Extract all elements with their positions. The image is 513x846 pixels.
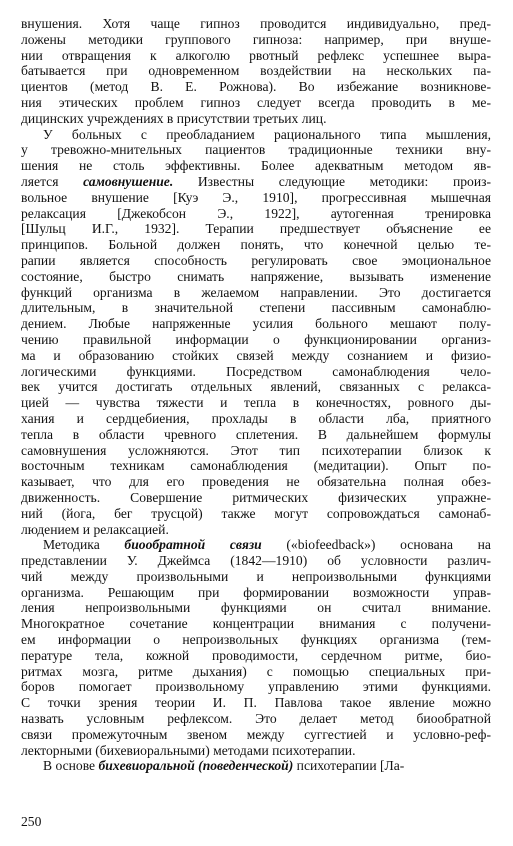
text-run: век учится достигать отдельных явлений, связанных с релакса- — [21, 379, 491, 395]
text-line — [21, 490, 491, 506]
text-line — [21, 285, 491, 301]
text-line — [21, 16, 491, 32]
text-line — [21, 269, 491, 285]
text-run: цией — чувства тяжести и тепла в конечностях, ровного ды- — [21, 395, 491, 411]
text-line — [21, 79, 491, 95]
text-run: ма и образованию стойких связей между сознанием и физио- — [21, 347, 491, 363]
text-run: пературе тела, кожной проводимости, сердечном ритме, био- — [21, 647, 491, 663]
emphasized-term: самовнушение. — [83, 173, 174, 189]
text-line — [21, 585, 491, 601]
text-line — [21, 48, 491, 64]
text-run: рапии является способность регулировать свое эмоциональное — [21, 252, 491, 268]
text-run: логическими функциями. Посредством самонаблюдения чело- — [21, 363, 491, 379]
text-line — [21, 158, 491, 174]
text-run: связи промежуточным звеном между суггестией и условно-реф- — [21, 726, 491, 742]
text-line — [21, 569, 491, 585]
text-line — [21, 411, 491, 427]
text-run: длительным, в значительной степени пассивным самонаблю- — [21, 300, 491, 316]
text-line — [21, 616, 491, 632]
text-line — [21, 553, 491, 569]
text-line — [21, 648, 491, 664]
text-line — [21, 253, 491, 269]
text-run: чий между произвольными и непроизвольными функциями — [21, 568, 491, 584]
text-line — [21, 32, 491, 48]
text-run: чению правильной информации о функционировании организ- — [21, 331, 491, 347]
text-line — [21, 332, 491, 348]
text-line — [21, 190, 491, 206]
text-line — [21, 758, 491, 774]
text-line — [21, 316, 491, 332]
text-line — [21, 174, 491, 190]
text-line — [21, 364, 491, 380]
text-line — [21, 95, 491, 111]
text-line — [21, 664, 491, 680]
text-run: циентов (метод В. Е. Рожнова). Во избежание возникнове- — [21, 79, 491, 95]
text-run: ния этических проблем гипноз следует всегда проводить в ме- — [21, 94, 491, 110]
text-run: релаксация [Джекобсон Э., 1922], аутогенная тренировка — [21, 205, 491, 221]
text-run: принципов. Больной должен понять, что конечной целью те- — [21, 237, 491, 253]
text-run: казывает, что для его проведения не обязательна полная обез- — [21, 474, 491, 490]
text-run: функций организма в желаемом направлении. Это достигается — [21, 284, 491, 300]
text-run: тепла в области чревного сплетения. В дальнейшем формулы — [21, 426, 491, 442]
text-line — [21, 679, 491, 695]
text-line — [21, 727, 491, 743]
text-line — [21, 506, 491, 522]
text-run: внушения. Хотя чаще гипноз проводится индивидуально, пред- — [21, 16, 491, 31]
text-run: лекторными (бихевиоральными) методами психотерапии. — [21, 742, 356, 758]
text-run: у тревожно-мнительных пациентов традиционные техники вну- — [21, 142, 491, 158]
text-line — [21, 522, 491, 538]
text-run: восточным техникам самонаблюдения (медитации). Опыт по- — [21, 458, 491, 474]
text-run: У больных с преобладанием рационального типа мышления, — [43, 126, 491, 142]
text-run: ритмах мозга, ритме дыхания) с помощью специальных при- — [21, 663, 491, 679]
text-line — [21, 395, 491, 411]
text-run: дицинских учреждениях в присутствии третьих лиц. — [21, 110, 327, 126]
text-line — [21, 221, 491, 237]
text-line — [21, 427, 491, 443]
text-run: В основе — [43, 758, 99, 774]
text-run: назвать условным рефлексом. Это делает метод биообратной — [21, 711, 491, 727]
text-line — [21, 743, 491, 759]
text-run: шения не столь эффективны. Более адекватным методом яв- — [21, 158, 491, 174]
text-run: боров помогает произвольному управлению этими функциями. — [21, 679, 491, 695]
text-line — [21, 348, 491, 364]
text-run: ем информации о непроизвольных функциях организма (тем- — [21, 632, 491, 648]
text-line — [21, 443, 491, 459]
text-run: людением и релаксацией. — [21, 521, 169, 537]
emphasized-term: биообратной связи — [124, 537, 262, 553]
text-line — [21, 695, 491, 711]
page-number: 250 — [21, 814, 42, 829]
text-line — [21, 142, 491, 158]
text-line — [21, 111, 491, 127]
text-line — [21, 600, 491, 616]
text-line — [21, 474, 491, 490]
text-run: ложены методики группового гипноза: например, при внуше- — [21, 31, 491, 47]
text-run: ления непроизвольными функциями он считал внимание. — [21, 600, 491, 616]
text-run: представлении У. Джеймса (1842—1910) об условности различ- — [21, 553, 491, 569]
text-line — [21, 63, 491, 79]
text-run: батывается при одновременном воздействии на нескольких па- — [21, 63, 491, 79]
text-run: Методика — [43, 537, 125, 553]
text-line — [21, 379, 491, 395]
text-line — [21, 537, 491, 553]
text-run: ляется — [21, 173, 84, 189]
text-run: ний (йога, бег трусцой) также могут сопровождаться самонаб- — [21, 505, 491, 521]
body-text — [21, 16, 491, 774]
text-run: психотерапии [Ла- — [293, 758, 405, 774]
text-run: состояние, быстро снимать напряжение, вызывать изменение — [21, 268, 491, 284]
text-run: («biofeedback») основана на — [261, 537, 491, 553]
text-line — [21, 127, 491, 143]
text-run: нии отвращения к алкоголю рвотный рефлекс успешнее выра- — [21, 47, 491, 63]
text-line — [21, 206, 491, 222]
text-run: самовнушения усложняются. Этот тип психотерапии близок к — [21, 442, 491, 458]
text-run: организма. Решающим при формировании возможности управ- — [21, 584, 491, 600]
text-run: [Шульц И.Г., 1932]. Терапии предшествует объяснение ее — [21, 221, 491, 237]
emphasized-term: бихевиоральной (поведенческой) — [98, 758, 294, 774]
text-run: Известны следующие методики: произ- — [173, 173, 491, 189]
text-line — [21, 632, 491, 648]
text-run: вольное внушение [Куэ Э., 1910], прогрессивная мышечная — [21, 189, 491, 205]
text-run: движенность. Совершение ритмических физических упражне- — [21, 489, 491, 505]
text-line — [21, 458, 491, 474]
text-line — [21, 711, 491, 727]
text-run: Многократное сочетание концентрации внимания с получени- — [21, 616, 491, 632]
text-line — [21, 237, 491, 253]
text-run: С точки зрения теории И. П. Павлова такое явление можно — [21, 695, 491, 711]
text-run: хания и сердцебиения, прохлады в области лба, приятного — [21, 410, 491, 426]
text-run: дением. Любые напряженные усилия больного мешают полу- — [21, 316, 491, 332]
text-line — [21, 300, 491, 316]
